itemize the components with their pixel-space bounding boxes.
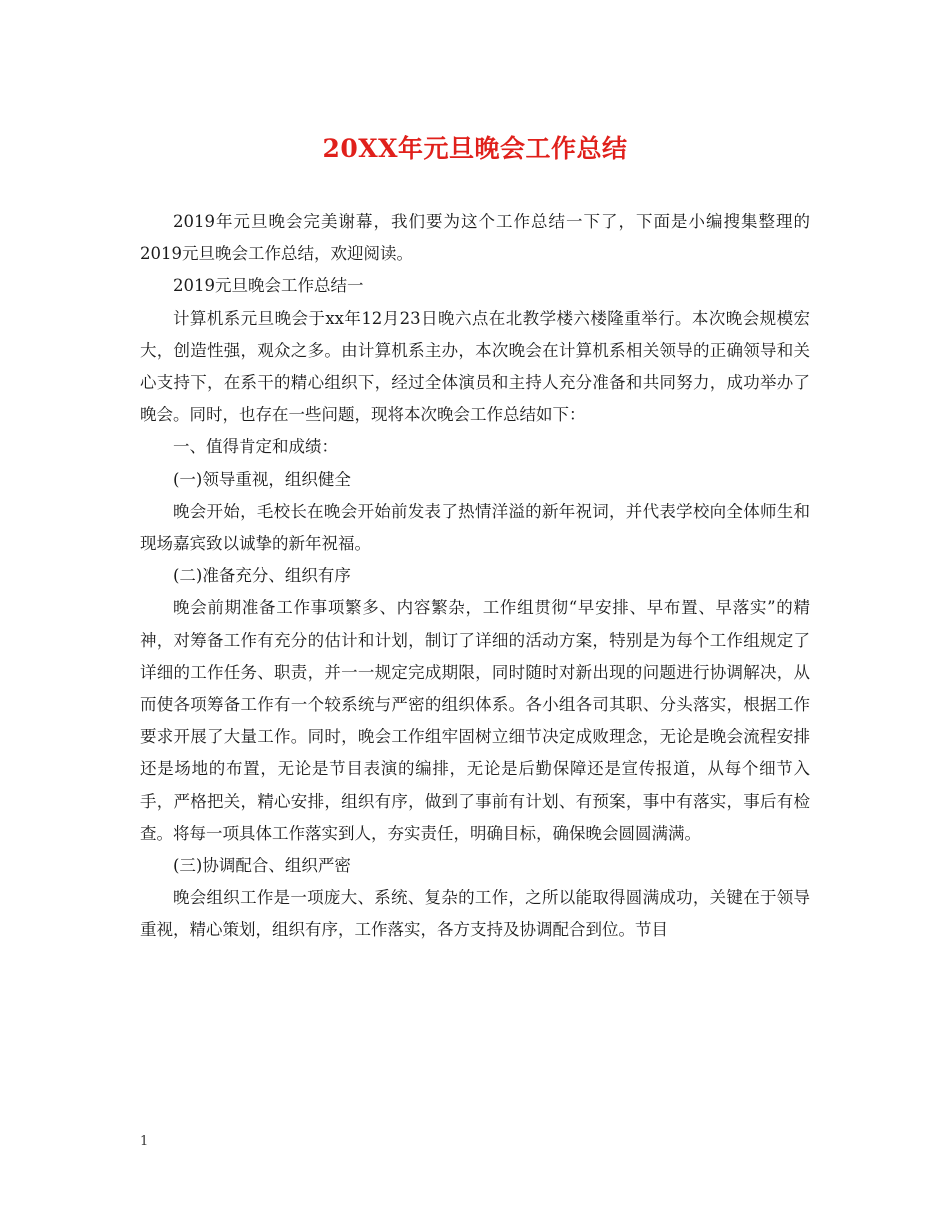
subsection-heading: (三)协调配合、组织严密 xyxy=(173,856,351,876)
paragraph: 晚会开始，毛校长在晚会开始前发表了热情洋溢的新年祝词，并代表学校向全体师生和现场嘉宾致以诚挚的新年祝福。 xyxy=(140,501,810,554)
paragraph: 计算机系元旦晚会于xx年12月23日晚六点在北教学楼六楼隆重举行。本次晚会规模宏大，创造性强，观众之多。由计算机系主办，本次晚会在计算机系相关领导的正确领导和关心支持下，在系干的精心组织下，经过全体演员和主持人充分准备和共同努力，成功举办了晚会。同时，也存在一些问题，现将本次晚会工作总结如下： xyxy=(140,308,810,425)
page-number: 1 xyxy=(140,1134,149,1149)
paragraph: 晚会前期准备工作事项繁多、内容繁杂，工作组贯彻“早安排、早布置、早落实”的精神，对筹备工作有充分的估计和计划，制订了详细的活动方案，特别是为每个工作组规定了详细的工作任务、职责，并一一规定完成期限，同时随时对新出现的问题进行协调解决，从而使各项筹备工作有一个较系统与严密的组织体系。各小组各司其职、分头落实，根据工作要求开展了大量工作。同时，晚会工作组牢固树立细节决定成败理念，无论是晚会流程安排还是场地的布置，无论是节目表演的编排，无论是后勤保障还是宣传报道，从每个细节入手，严格把关，精心安排，组织有序，做到了事前有计划、有预案，事中有落实，事后有检查。将每一项具体工作落实到人，夯实责任，明确目标，确保晚会圆圆满满。 xyxy=(140,598,810,843)
document-title: 20XX年元旦晚会工作总结 xyxy=(322,134,628,163)
paragraph: 晚会组织工作是一项庞大、系统、复杂的工作，之所以能取得圆满成功，关键在于领导重视，精心策划，组织有序，工作落实，各方支持及协调配合到位。节目 xyxy=(140,888,810,940)
subsection-heading: (一)领导重视，组织健全 xyxy=(173,469,351,489)
paragraph: 2019年元旦晚会完美谢幕，我们要为这个工作总结一下了，下面是小编搜集整理的2019元旦晚会工作总结，欢迎阅读。 xyxy=(140,212,810,264)
document-body xyxy=(140,206,810,947)
subsection-heading: (二)准备充分、组织有序 xyxy=(173,566,351,586)
section-heading: 2019元旦晚会工作总结一 xyxy=(173,276,364,296)
section-heading: 一、值得肯定和成绩： xyxy=(173,437,338,457)
